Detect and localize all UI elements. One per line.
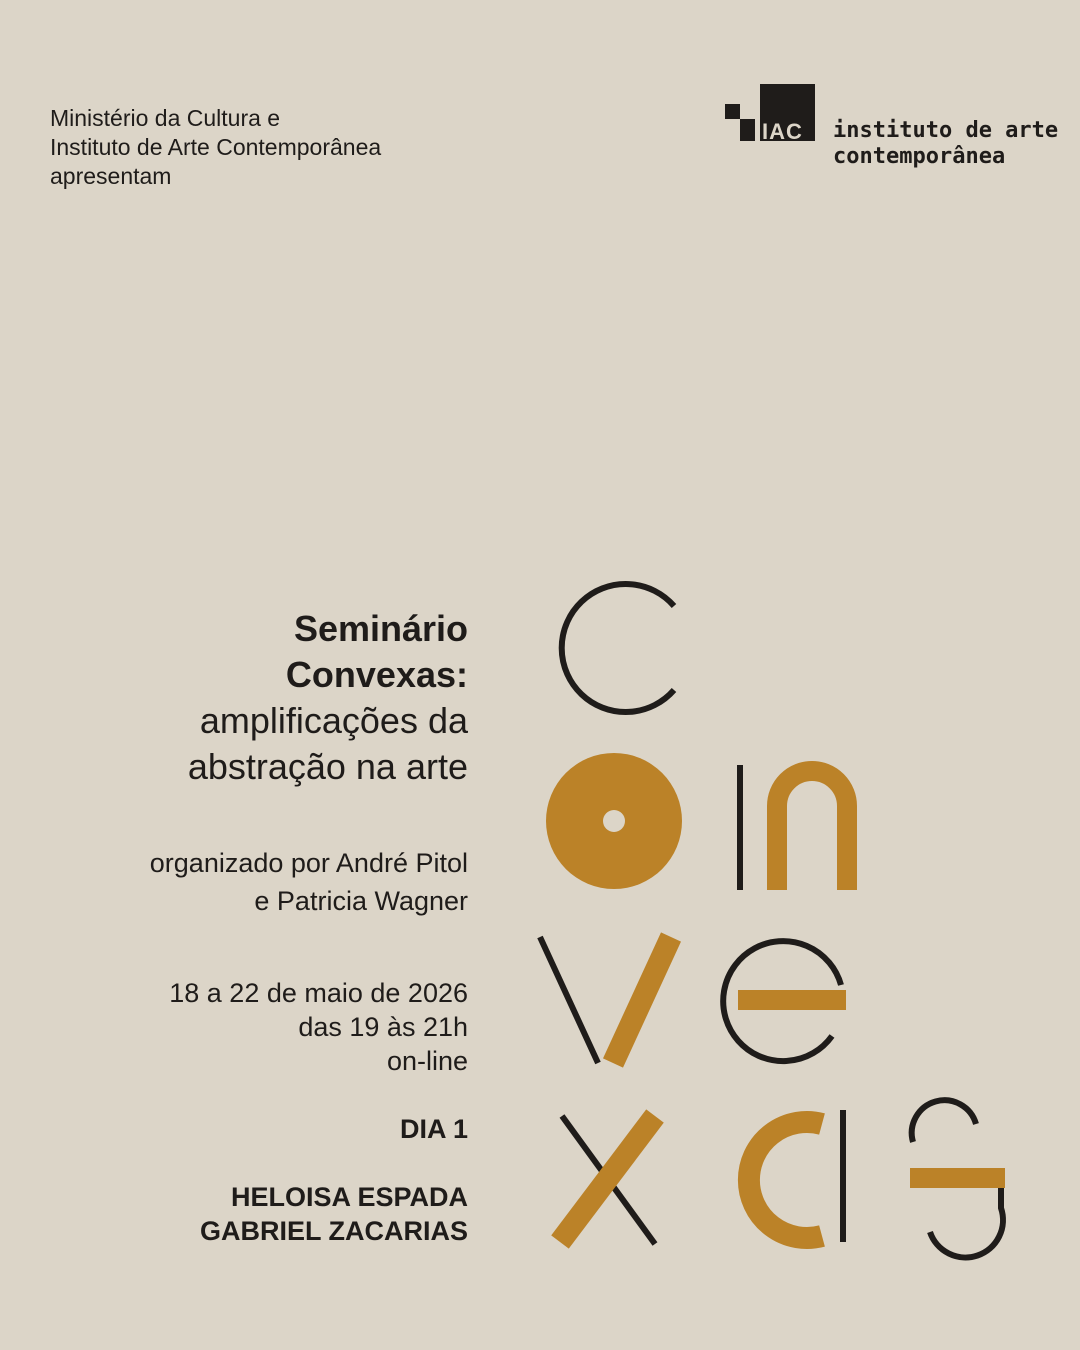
letter-s-bottom-curve: [930, 1188, 1003, 1257]
speaker-name: HELOISA ESPADA: [230, 1182, 468, 1212]
logo-name-line: contemporânea: [833, 144, 1006, 169]
presenters-line: apresentam: [50, 163, 172, 189]
convexas-lettering-artwork: [520, 560, 1040, 1280]
presenters-line: Ministério da Cultura e: [50, 105, 281, 131]
letter-c-shape: [562, 584, 674, 712]
title-subtitle-line: abstração na arte: [187, 746, 468, 787]
logo-pixel-block: [725, 104, 740, 119]
speakers: [28, 1180, 468, 1248]
title-bold-line: Convexas:: [285, 654, 468, 695]
letter-a-bowl: [749, 1122, 822, 1238]
organizers: [28, 844, 468, 920]
title-bold-line: Seminário: [293, 608, 468, 649]
letter-e-bar: [738, 990, 846, 1010]
event-title: [28, 606, 468, 790]
letter-s-top-curve: [912, 1100, 976, 1142]
event-format: on-line: [386, 1046, 468, 1076]
letter-s-bar: [910, 1168, 1005, 1188]
letter-n-arch: [777, 771, 847, 890]
organizers-line: organizado por André Pitol: [149, 848, 468, 878]
event-dates: 18 a 22 de maio de 2026: [169, 978, 468, 1008]
organizers-line: e Patricia Wagner: [254, 886, 468, 916]
letter-v-thick-stroke: [613, 937, 671, 1063]
day-label: DIA 1: [399, 1114, 468, 1144]
title-subtitle-line: amplificações da: [199, 700, 468, 741]
event-schedule: [28, 976, 468, 1078]
logo-name-line: instituto de arte: [833, 118, 1059, 143]
event-time: das 19 às 21h: [298, 1012, 468, 1042]
speaker-name: GABRIEL ZACARIAS: [199, 1216, 468, 1246]
presenters-line: Instituto de Arte Contemporânea: [50, 134, 382, 160]
letter-v-thin-stroke: [540, 937, 598, 1063]
presenters-text: [50, 104, 381, 191]
letter-o-hole: [603, 810, 625, 832]
logo-mark-text: IAC: [762, 119, 803, 144]
logo-pixel-block: [740, 119, 755, 141]
logo-name: [833, 118, 1058, 170]
